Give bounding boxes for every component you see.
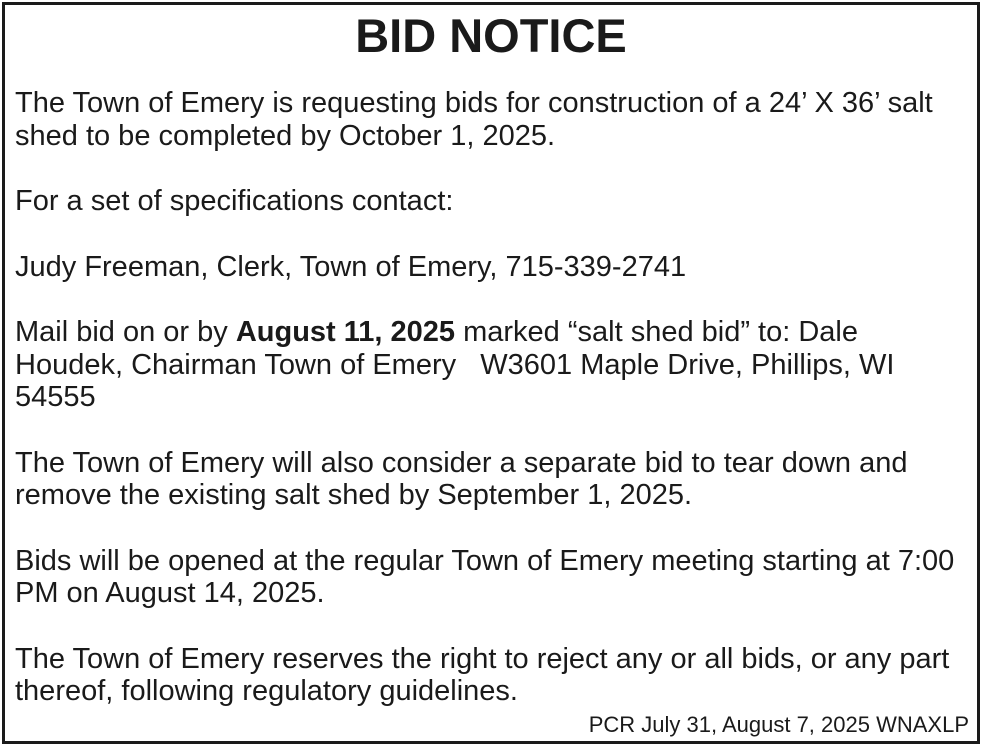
- publication-footer: PCR July 31, August 7, 2025 WNAXLP: [588, 712, 969, 737]
- bid-notice-box: [2, 2, 980, 744]
- paragraph-specifications: For a set of specifications contact:: [15, 185, 454, 217]
- paragraph-contact: Judy Freeman, Clerk, Town of Emery, 715-339-2741: [15, 250, 687, 283]
- mail-bid-intro: Mail bid on or by: [15, 316, 236, 348]
- paragraph-opening: Bids will be opened at the regular Town of Emery meeting starting at 7:00 PM on August 14, 2025.: [15, 544, 955, 609]
- mail-bid-deadline: August 11, 2025: [235, 316, 456, 348]
- notice-body: [15, 87, 969, 708]
- paragraph-reservation: The Town of Emery reserves the right to reject any or all bids, or any part thereof, following regulatory guidelines.: [15, 642, 950, 707]
- paragraph-mail-bid: [15, 316, 969, 414]
- mail-bid-address: marked “salt shed bid” to: Dale Houdek, Chairman Town of Emery W3601 Maple Drive, Phillips, WI 54555: [15, 316, 903, 413]
- paragraph-request: The Town of Emery is requesting bids for construction of a 24’ X 36’ salt shed to be completed by October 1, 2025.: [15, 87, 933, 152]
- paragraph-teardown: The Town of Emery will also consider a separate bid to tear down and remove the existing salt shed by September 1, 2025.: [15, 446, 908, 511]
- notice-title: BID NOTICE: [355, 9, 627, 62]
